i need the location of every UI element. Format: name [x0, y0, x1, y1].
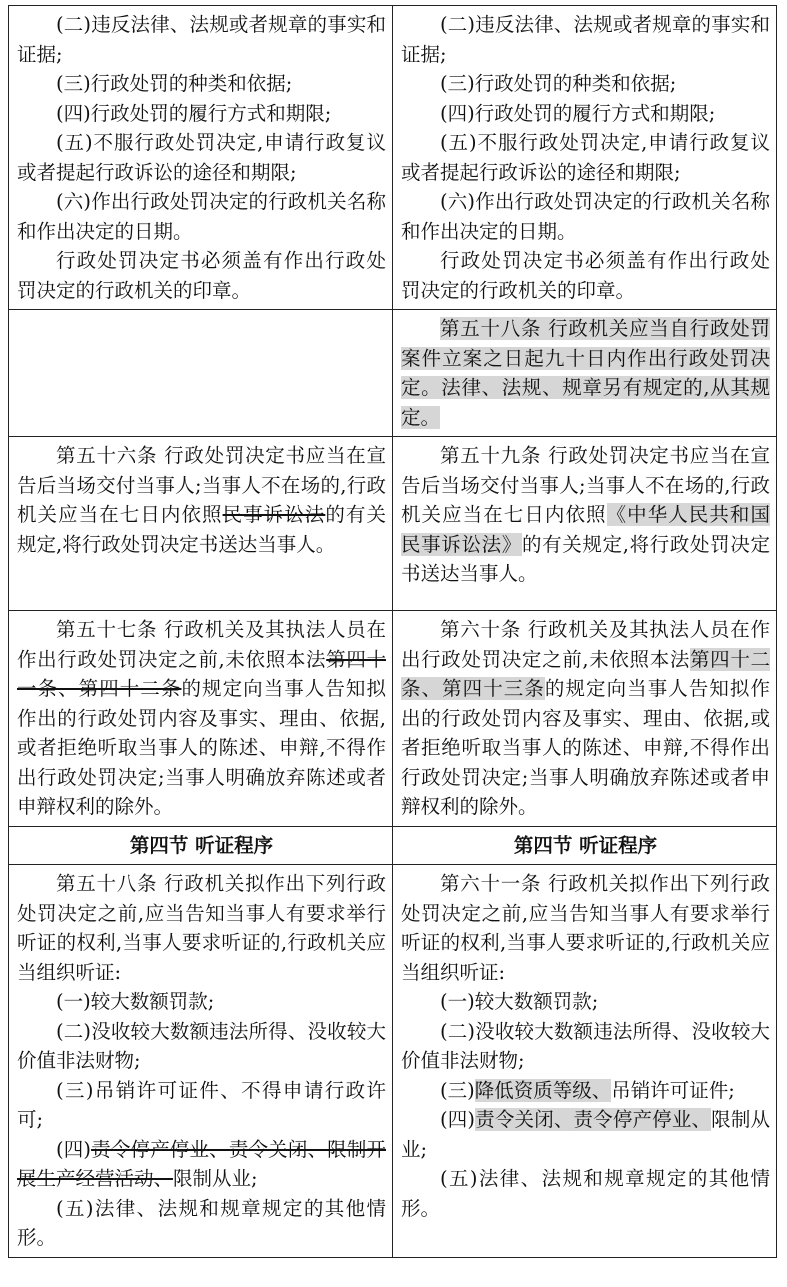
- section-header-row: [9, 826, 777, 865]
- old-text-cell: [9, 865, 393, 1258]
- section-title: 第四节 听证程序: [9, 826, 393, 865]
- old-text-cell: [9, 6, 393, 310]
- text: 第六十条 行政机关及其执法人员在作出行政处罚决定之前,未依照本法: [401, 618, 770, 671]
- paragraph: (二)违反法律、法规或者规章的事实和证据;: [17, 13, 386, 66]
- paragraph: [401, 1076, 770, 1106]
- table-row: [9, 611, 777, 827]
- paragraph: 第六十一条 行政机关拟作出下列行政处罚决定之前,应当告知当事人有要求举行听证的权利,当事人要求听证的,行政机关应当组织听证:: [401, 872, 770, 984]
- paragraph: (五)不服行政处罚决定,申请行政复议或者提起行政诉讼的途径和期限;: [401, 131, 770, 184]
- text: (四): [440, 1108, 476, 1131]
- text: 限制从业;: [173, 1167, 258, 1190]
- paragraph: (三)行政处罚的种类和依据;: [56, 72, 293, 95]
- paragraph: (三)行政处罚的种类和依据;: [440, 72, 677, 95]
- paragraph: [17, 1135, 386, 1194]
- paragraph: [401, 441, 770, 589]
- new-text-cell: [393, 437, 777, 611]
- table-row: [9, 6, 777, 310]
- paragraph: 第五十八条 行政机关拟作出下列行政处罚决定之前,应当告知当事人有要求举行听证的权利,当事人要求听证的,行政机关应当组织听证:: [17, 872, 386, 984]
- paragraph: (三)吊销许可证件、不得申请行政许可;: [17, 1078, 386, 1131]
- text: 的有关规定,将行政处罚决定书送达当事人。: [17, 503, 386, 556]
- added-text: 第四十二条、第四十三条: [401, 647, 770, 700]
- paragraph: (二)没收较大数额违法所得、没收较大价值非法财物;: [17, 1019, 386, 1072]
- old-text-cell-empty: [9, 310, 393, 437]
- paragraph: (二)违反法律、法规或者规章的事实和证据;: [401, 13, 770, 66]
- paragraph: (五)不服行政处罚决定,申请行政复议或者提起行政诉讼的途径和期限;: [17, 131, 386, 184]
- paragraph: [17, 441, 386, 559]
- new-text-cell: [393, 6, 777, 310]
- paragraph: (五)法律、法规和规章规定的其他情形。: [401, 1167, 770, 1220]
- paragraph: (四)行政处罚的履行方式和期限;: [440, 101, 716, 125]
- paragraph: (六)作出行政处罚决定的行政机关名称和作出决定的日期。: [401, 190, 770, 243]
- table-row: [9, 865, 777, 1258]
- text: 第五十九条 行政处罚决定书应当在宣告后当场交付当事人;当事人不在场的,行政机关应当在七日内依照: [401, 444, 770, 526]
- text: (三): [440, 1078, 475, 1102]
- table-row: [9, 310, 777, 437]
- added-text: 《中华人民共和国民事诉讼法》: [401, 503, 770, 556]
- paragraph: (一)较大数额罚款;: [440, 990, 599, 1013]
- added-text: 责令关闭、责令停产停业、: [475, 1108, 712, 1131]
- new-text-cell: [393, 310, 777, 437]
- paragraph: 行政处罚决定书必须盖有作出行政处罚决定的行政机关的印章。: [17, 249, 386, 302]
- deleted-text: 责令停产停业、责令关闭、限制开展生产经营活动、: [17, 1137, 386, 1190]
- text: 的规定向当事人告知拟作出的行政处罚内容及事实、理由、依据,或者拒绝听取当事人的陈述、申辩,不得作出行政处罚决定;当事人明确放弃陈述或者申辩权利的除外。: [401, 677, 770, 818]
- table-row: [9, 437, 777, 611]
- paragraph: [17, 615, 386, 822]
- text: 限制从业;: [401, 1108, 770, 1161]
- paragraph: (二)没收较大数额违法所得、没收较大价值非法财物;: [401, 1019, 770, 1072]
- section-title: 第四节 听证程序: [393, 826, 777, 865]
- paragraph: (五)法律、法规和规章规定的其他情形。: [17, 1196, 386, 1249]
- paragraph: (四)行政处罚的履行方式和期限;: [56, 101, 332, 125]
- paragraph: [401, 615, 770, 822]
- text: 第五十六条 行政处罚决定书应当在宣告后当场交付当事人;当事人不在场的,行政机关应当在七日内依照: [17, 444, 386, 526]
- paragraph: 行政处罚决定书必须盖有作出行政处罚决定的行政机关的印章。: [401, 249, 770, 302]
- new-text-cell: [393, 865, 777, 1258]
- added-text: 第五十八条 行政机关应当自行政处罚案件立案之日起九十日内作出行政处罚决定。法律、法规、规章另有规定的,从其规定。: [401, 317, 770, 429]
- new-text-cell: [393, 611, 777, 827]
- deleted-text: 第四十一条、第四十二条: [17, 647, 386, 700]
- old-text-cell: [9, 611, 393, 827]
- text: 的规定向当事人告知拟作出的行政处罚内容及事实、理由、依据,或者拒绝听取当事人的陈述、申辩,不得作出行政处罚决定;当事人明确放弃陈述或者申辩权利的除外。: [17, 677, 386, 818]
- paragraph: (六)作出行政处罚决定的行政机关名称和作出决定的日期。: [17, 190, 386, 243]
- paragraph: [401, 1105, 770, 1164]
- old-text-cell: [9, 437, 393, 611]
- comparison-table: [8, 5, 777, 1258]
- text: 的有关规定,将行政处罚决定书送达当事人。: [401, 532, 770, 585]
- deleted-text: 民事诉讼法: [222, 503, 326, 526]
- text: (四): [56, 1137, 92, 1161]
- paragraph: (一)较大数额罚款;: [56, 990, 215, 1013]
- text: 吊销许可证件;: [611, 1078, 735, 1102]
- added-text: 降低资质等级、: [474, 1078, 612, 1102]
- text: 第五十七条 行政机关及其执法人员在作出行政处罚决定之前,未依照本法: [17, 618, 386, 671]
- paragraph: [401, 314, 770, 432]
